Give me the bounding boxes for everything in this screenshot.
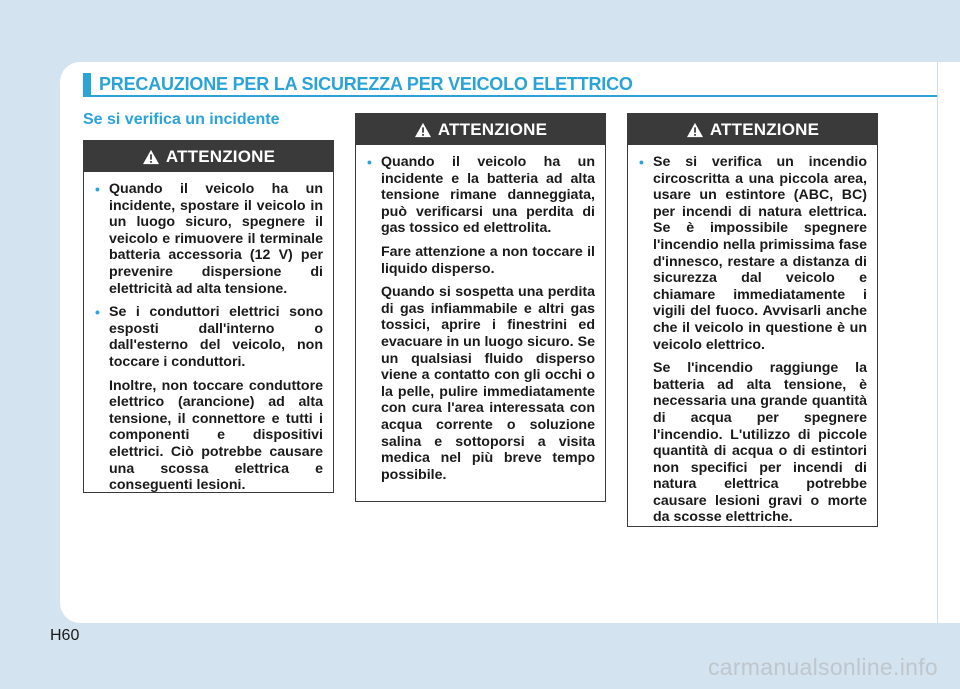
bullet-text: Quando il veicolo ha un incidente e la batteria ad alta tensione rimane danneggiata, può verificarsi una perdita di gas tossico ed elettrolita. — [381, 154, 595, 237]
warning-triangle-icon — [414, 122, 432, 138]
bullet-dot: • — [95, 304, 100, 321]
page-title: PRECAUZIONE PER LA SICUREZZA PER VEICOLO ELETTRICO — [99, 74, 633, 94]
warning-body — [356, 145, 605, 500]
warning-box-3 — [627, 113, 878, 527]
bullet-text: Quando il veicolo ha un incidente, spostare il veicolo in un luogo sicuro, spegnere il veicolo e rimuovere il terminale batteria accessoria (12 V) per prevenire dispersione di elettricità ad alta tensione. — [109, 181, 323, 297]
warning-header — [628, 114, 877, 145]
warning-paragraph: Fare attenzione a non toccare il liquido disperso. — [381, 243, 595, 277]
warning-bullet — [94, 181, 323, 297]
warning-bullet — [366, 154, 595, 237]
watermark: carmanualsonline.info — [707, 654, 938, 680]
warning-header — [84, 141, 333, 172]
bullet-text: Se i conduttori elettrici sono esposti dall'interno o dall'esterno del veicolo, non toccare i conduttori. — [109, 304, 323, 370]
page-number: H60 — [50, 627, 80, 644]
warning-triangle-icon — [142, 149, 160, 165]
bullet-dot: • — [95, 181, 100, 197]
warning-title: ATTENZIONE — [437, 119, 548, 139]
warning-triangle-icon — [686, 122, 704, 138]
warning-box-1 — [83, 140, 334, 493]
warning-paragraph: Se l'incendio raggiunge la batteria ad alta tensione, è necessaria una grande quantità di acqua per spegnere l'incendio. L'utilizzo di piccole quantità di acqua o di estintori non specifici per incendi di natura elettrica potrebbe causare lesioni gravi o morte da scosse elettriche. — [653, 360, 867, 526]
section-subtitle: Se si verifica un incidente — [83, 111, 280, 128]
warning-paragraph: Inoltre, non toccare conduttore elettrico (arancione) ad alta tensione, il connettore e tutti i componenti e dispositivi elettrici. Ciò potrebbe causare una scossa elettrica e conseguenti lesioni. — [109, 377, 323, 494]
warning-header — [356, 114, 605, 145]
warning-title: ATTENZIONE — [165, 146, 276, 166]
right-margin-line — [937, 62, 938, 623]
bullet-text: Se si verifica un incendio circoscritta a una piccola area, usare un estintore (ABC, BC) per incendi di natura elettrica. Se è impossibile spegnere l'incendio nella primissima fase d'innesco, restare a distanza di sicurezza dal veicolo e chiamare immediatamente i vigili del fuoco. Avvisarli anche che il veicolo in questione è un veicolo elettrico. — [653, 154, 867, 353]
bullet-dot: • — [639, 154, 644, 170]
warning-body — [84, 172, 333, 511]
bullet-dot: • — [367, 154, 372, 170]
warning-paragraph: Quando si sospetta una perdita di gas infiammabile e altri gas tossici, aprire i finestrini ed evacuare in un luogo sicuro. Se un qualsiasi fluido disperso viene a contatto con gli occhi o la pelle, pulire immediatamente con cura l'area interessata con acqua corrente o soluzione salina e sottoporsi a visita medica nel più breve tempo possibile. — [381, 284, 595, 483]
warning-bullet — [638, 154, 867, 353]
warning-title: ATTENZIONE — [709, 119, 820, 139]
warning-box-2 — [355, 113, 606, 502]
warning-bullet — [94, 304, 323, 370]
title-accent-bar — [83, 73, 91, 95]
title-underline — [83, 95, 937, 97]
warning-body — [628, 145, 877, 543]
